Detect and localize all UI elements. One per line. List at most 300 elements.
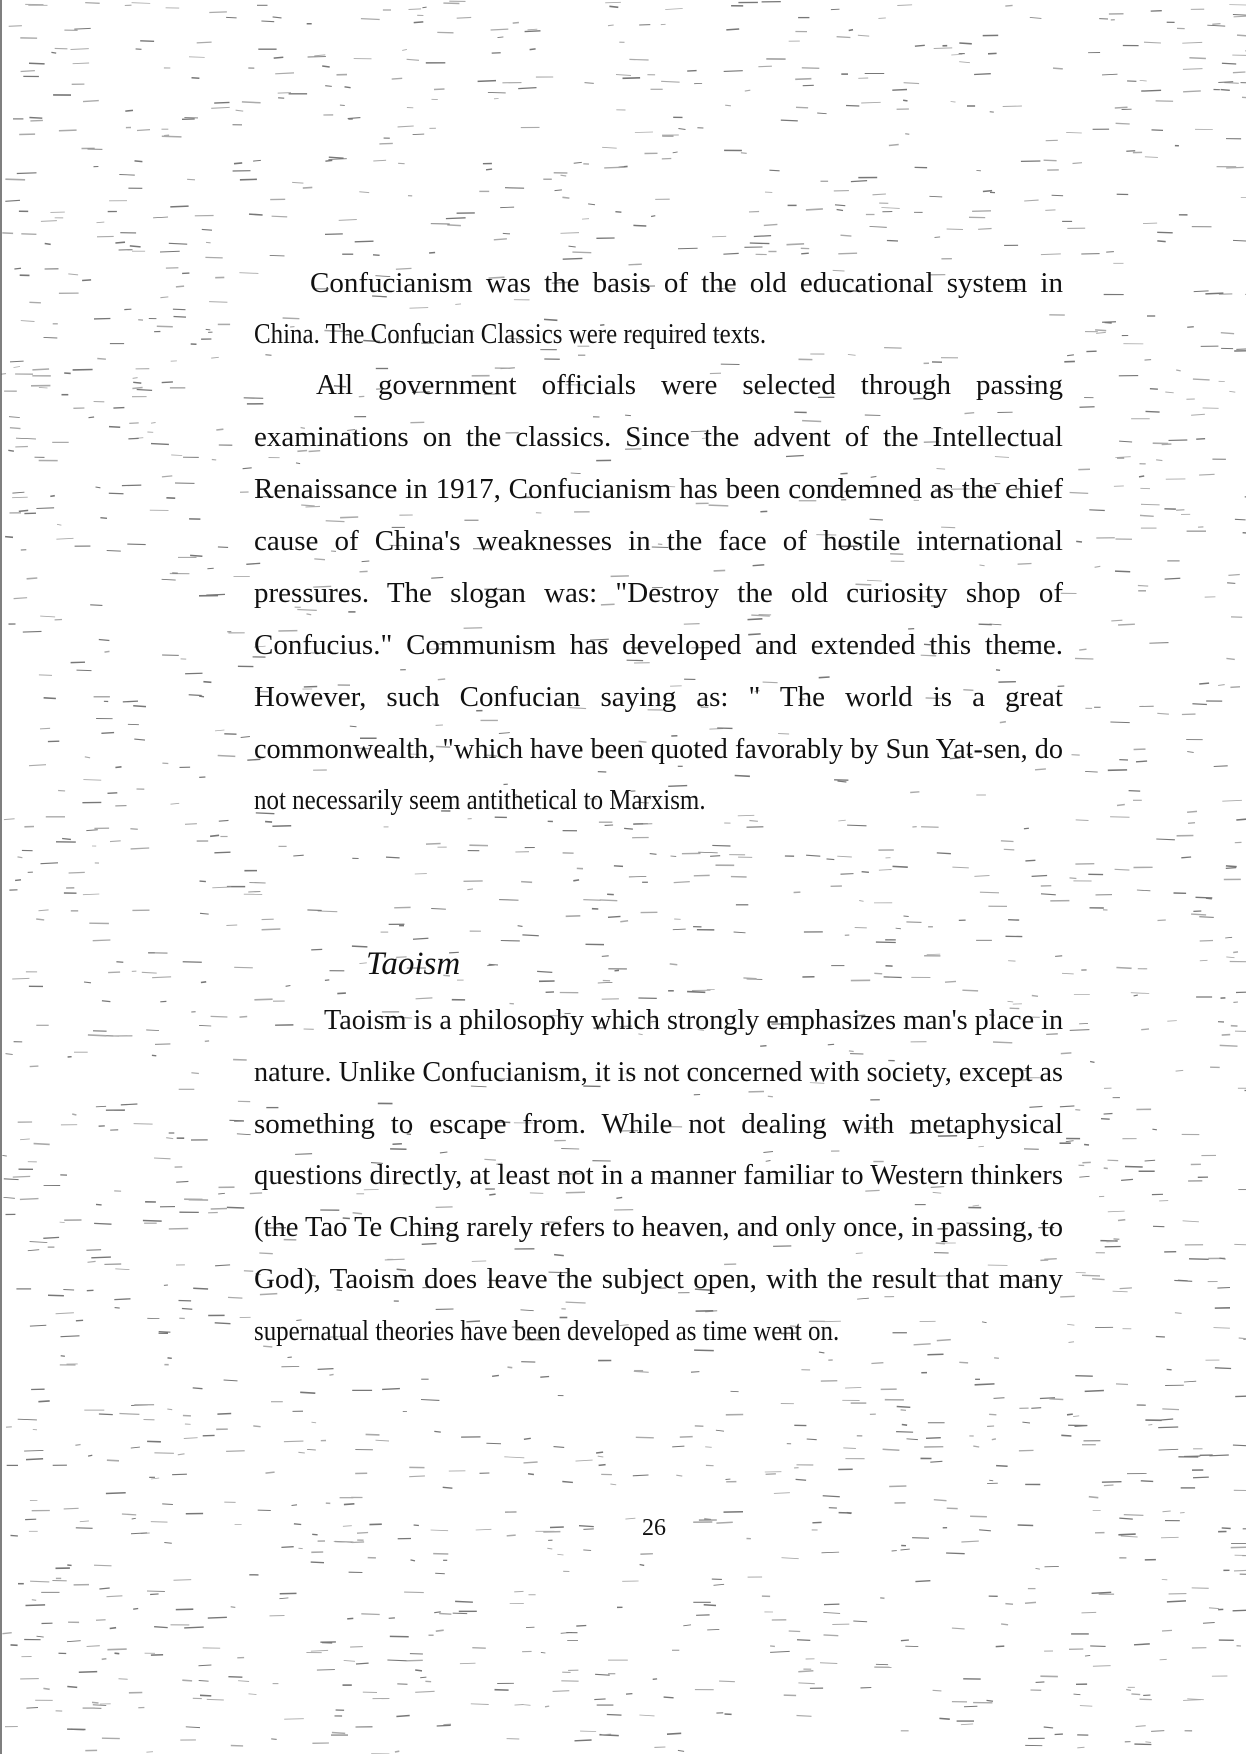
scan-noise-mark bbox=[29, 63, 45, 64]
scan-noise-mark bbox=[561, 175, 567, 176]
scan-noise-mark bbox=[207, 1699, 224, 1700]
scan-noise-mark bbox=[107, 1649, 126, 1650]
scan-noise-mark bbox=[189, 695, 202, 696]
scan-noise-mark bbox=[39, 387, 48, 388]
scan-noise-mark bbox=[1143, 223, 1157, 224]
scan-noise-mark bbox=[386, 857, 400, 858]
scan-noise-mark bbox=[828, 1044, 834, 1045]
scan-noise-mark bbox=[249, 1694, 257, 1695]
scan-noise-mark bbox=[1159, 1449, 1179, 1450]
scan-noise-mark bbox=[312, 1422, 317, 1423]
scan-noise-mark bbox=[132, 3, 151, 4]
scan-noise-mark bbox=[30, 1581, 49, 1582]
scan-noise-mark bbox=[1089, 510, 1105, 511]
scan-noise-mark bbox=[115, 242, 125, 243]
scan-noise-mark bbox=[205, 1041, 209, 1042]
scan-noise-mark bbox=[640, 1565, 645, 1566]
scan-noise-mark bbox=[521, 882, 532, 883]
scan-noise-mark bbox=[1114, 1239, 1120, 1240]
scan-noise-mark bbox=[143, 1221, 162, 1222]
scan-noise-mark bbox=[1032, 996, 1038, 997]
scan-noise-mark bbox=[160, 297, 168, 298]
scan-noise-mark bbox=[1119, 441, 1132, 442]
scan-noise-mark bbox=[249, 214, 263, 215]
scan-noise-mark bbox=[1141, 90, 1161, 91]
scan-noise-mark bbox=[952, 1628, 965, 1629]
scan-noise-mark bbox=[133, 378, 138, 379]
scan-noise-mark bbox=[21, 234, 36, 235]
paragraph-2-line-8: commonwealth, "which have been quoted favorably by Sun Yat-sen, do bbox=[254, 733, 1064, 765]
scan-noise-mark bbox=[734, 932, 746, 933]
section-line-4: questions directly, at least not in a manner familiar to Western thinkers bbox=[254, 1159, 1063, 1191]
scan-noise-mark bbox=[214, 102, 229, 103]
scan-noise-mark bbox=[1182, 42, 1202, 43]
scan-noise-mark bbox=[764, 224, 778, 225]
scan-noise-mark bbox=[879, 870, 892, 871]
paragraph-2-line-4: cause of China's weaknesses in the face of hostile international bbox=[254, 525, 1063, 557]
scan-noise-mark bbox=[1214, 1328, 1230, 1329]
scan-noise-mark bbox=[1120, 1288, 1132, 1289]
scan-noise-mark bbox=[88, 1455, 92, 1456]
scan-noise-mark bbox=[373, 255, 380, 256]
scan-noise-mark bbox=[1146, 411, 1160, 412]
scan-noise-mark bbox=[1191, 414, 1205, 415]
scan-noise-mark bbox=[172, 1474, 187, 1475]
scan-noise-mark bbox=[1199, 474, 1215, 475]
scan-noise-mark bbox=[85, 757, 90, 758]
scan-noise-mark bbox=[566, 916, 581, 917]
scan-noise-mark bbox=[413, 134, 425, 135]
scan-noise-mark bbox=[436, 1207, 453, 1208]
scan-noise-mark bbox=[1226, 658, 1234, 659]
scan-noise-mark bbox=[314, 55, 325, 56]
scan-noise-mark bbox=[109, 493, 124, 494]
scan-noise-mark bbox=[347, 1618, 353, 1619]
scan-noise-mark bbox=[359, 192, 369, 193]
scan-noise-mark bbox=[190, 555, 202, 556]
scan-noise-mark bbox=[996, 1466, 1008, 1467]
scan-noise-mark bbox=[421, 1400, 439, 1401]
scan-noise-mark bbox=[41, 221, 57, 222]
scan-noise-mark bbox=[317, 1670, 335, 1671]
paragraph-2-line-6: Confucius." Communism has developed and extended this theme. bbox=[254, 629, 1063, 661]
scan-noise-mark bbox=[135, 161, 143, 162]
scan-noise-mark bbox=[862, 872, 869, 873]
scan-noise-mark bbox=[12, 978, 29, 979]
scan-noise-mark bbox=[503, 233, 510, 234]
section-heading: Taoism bbox=[366, 946, 461, 982]
scan-noise-mark bbox=[1224, 83, 1239, 84]
scan-noise-mark bbox=[212, 887, 231, 888]
scan-noise-mark bbox=[113, 408, 124, 409]
scan-noise-mark bbox=[901, 1549, 910, 1550]
scan-noise-mark bbox=[634, 1371, 649, 1372]
scan-noise-mark bbox=[817, 113, 826, 114]
scan-noise-mark bbox=[189, 57, 205, 58]
scan-noise-mark bbox=[434, 1431, 441, 1432]
scan-noise-mark bbox=[680, 1437, 693, 1438]
scan-noise-mark bbox=[99, 1414, 113, 1415]
scan-noise-mark bbox=[437, 1725, 451, 1726]
scan-noise-mark bbox=[904, 83, 920, 84]
scan-noise-mark bbox=[200, 1695, 211, 1696]
scan-noise-mark bbox=[1005, 1604, 1013, 1605]
scan-noise-mark bbox=[661, 81, 680, 82]
scan-noise-mark bbox=[19, 510, 28, 511]
scan-noise-mark bbox=[823, 1613, 840, 1614]
scan-noise-mark bbox=[121, 1104, 138, 1105]
scan-noise-mark bbox=[246, 563, 260, 564]
scan-noise-mark bbox=[361, 1614, 379, 1615]
scan-noise-mark bbox=[782, 1558, 799, 1559]
scan-noise-mark bbox=[635, 132, 653, 133]
scan-noise-mark bbox=[1144, 42, 1161, 43]
scan-noise-mark bbox=[406, 1660, 422, 1661]
scan-noise-mark bbox=[1158, 1427, 1178, 1428]
section-line-1: Taoism is a philosophy which strongly emphasizes man's place in bbox=[324, 1004, 1064, 1036]
scan-noise-mark bbox=[4, 819, 15, 820]
scan-noise-mark bbox=[947, 229, 963, 230]
scan-noise-mark bbox=[2, 1155, 6, 1156]
scan-noise-mark bbox=[1137, 890, 1151, 891]
scan-noise-mark bbox=[1096, 332, 1106, 333]
scan-noise-mark bbox=[1032, 876, 1048, 877]
scan-noise-mark bbox=[152, 977, 171, 978]
scan-noise-mark bbox=[608, 916, 621, 917]
scan-noise-mark bbox=[273, 17, 282, 18]
scan-noise-mark bbox=[1236, 992, 1246, 993]
scan-noise-mark bbox=[896, 1432, 913, 1433]
scan-noise-mark bbox=[209, 12, 227, 13]
scan-noise-mark bbox=[786, 456, 804, 457]
scan-noise-mark bbox=[1044, 1259, 1057, 1260]
scan-noise-mark bbox=[633, 1475, 649, 1476]
scan-noise-mark bbox=[30, 1066, 39, 1067]
scan-noise-mark bbox=[1225, 937, 1232, 938]
scan-noise-mark bbox=[964, 1706, 977, 1707]
scan-noise-mark bbox=[994, 1358, 999, 1359]
scan-noise-mark bbox=[240, 1017, 248, 1018]
scan-noise-mark bbox=[880, 1598, 884, 1599]
scan-noise-mark bbox=[14, 367, 21, 368]
scan-noise-mark bbox=[472, 1648, 486, 1649]
scan-noise-mark bbox=[609, 6, 618, 7]
scan-noise-mark bbox=[30, 1242, 48, 1243]
scan-noise-mark bbox=[1018, 1525, 1034, 1526]
scan-noise-mark bbox=[1167, 1601, 1186, 1602]
scan-noise-mark bbox=[307, 910, 321, 911]
scan-noise-mark bbox=[1218, 685, 1225, 686]
scan-noise-mark bbox=[754, 236, 771, 237]
scan-noise-mark bbox=[980, 892, 999, 893]
scan-noise-mark bbox=[1077, 1747, 1084, 1748]
scan-noise-mark bbox=[467, 889, 473, 890]
scan-noise-mark bbox=[366, 1434, 380, 1435]
scan-noise-mark bbox=[217, 1414, 231, 1415]
scan-noise-mark bbox=[1053, 68, 1063, 69]
scan-noise-mark bbox=[96, 1106, 106, 1107]
scan-noise-mark bbox=[83, 101, 99, 102]
scan-noise-mark bbox=[1, 374, 6, 375]
scan-noise-mark bbox=[1080, 1706, 1092, 1707]
scan-noise-mark bbox=[1189, 1259, 1209, 1260]
scan-noise-mark bbox=[847, 825, 866, 826]
scan-noise-mark bbox=[1162, 1630, 1172, 1631]
scan-noise-mark bbox=[439, 1614, 451, 1615]
scan-noise-mark bbox=[572, 252, 591, 253]
scan-noise-mark bbox=[478, 81, 496, 82]
scan-noise-mark bbox=[205, 257, 222, 258]
scan-noise-mark bbox=[414, 1525, 419, 1526]
scan-noise-mark bbox=[63, 1290, 74, 1291]
scan-noise-mark bbox=[1045, 210, 1055, 211]
scan-noise-mark bbox=[292, 1505, 298, 1506]
scan-noise-mark bbox=[1233, 72, 1246, 73]
scan-noise-mark bbox=[1222, 800, 1242, 801]
scan-noise-mark bbox=[86, 830, 98, 831]
section-line-2: nature. Unlike Confucianism, it is not concerned with society, except as bbox=[254, 1056, 1064, 1088]
scan-noise-mark bbox=[624, 828, 633, 829]
scan-noise-mark bbox=[446, 218, 466, 219]
scan-noise-mark bbox=[409, 9, 422, 10]
scan-noise-mark bbox=[579, 1526, 594, 1527]
scan-noise-mark bbox=[858, 35, 869, 36]
scan-noise-mark bbox=[244, 398, 264, 399]
scan-noise-mark bbox=[897, 5, 912, 6]
scan-noise-mark bbox=[704, 1605, 716, 1606]
section-line-7: supernatual theories have been developed as time went on. bbox=[254, 1315, 840, 1347]
scan-noise-mark bbox=[162, 579, 176, 580]
scan-noise-mark bbox=[1226, 866, 1237, 867]
scan-noise-mark bbox=[84, 982, 91, 983]
scan-noise-mark bbox=[704, 1519, 711, 1520]
scan-noise-mark bbox=[741, 153, 747, 154]
scan-noise-mark bbox=[5, 179, 25, 180]
scan-noise-mark bbox=[770, 1651, 790, 1652]
scan-noise-mark bbox=[1138, 586, 1148, 587]
scan-noise-mark bbox=[1234, 16, 1246, 17]
scan-noise-mark bbox=[841, 235, 852, 236]
scan-noise-mark bbox=[537, 971, 552, 972]
scan-noise-mark bbox=[1156, 460, 1162, 461]
scan-noise-mark bbox=[162, 1504, 173, 1505]
scan-noise-mark bbox=[18, 1419, 37, 1420]
scan-noise-mark bbox=[1079, 649, 1086, 650]
scan-noise-mark bbox=[820, 1663, 837, 1664]
scan-noise-mark bbox=[356, 1663, 369, 1664]
scan-noise-mark bbox=[959, 62, 970, 63]
scan-noise-mark bbox=[993, 1042, 1012, 1043]
scan-noise-mark bbox=[787, 244, 805, 245]
scan-noise-mark bbox=[1183, 91, 1201, 92]
paragraph-1-line-1: Confucianism was the basis of the old educational system in bbox=[310, 267, 1063, 299]
scan-noise-mark bbox=[1165, 578, 1181, 579]
scan-noise-mark bbox=[620, 921, 628, 922]
scan-noise-mark bbox=[1161, 1537, 1179, 1538]
scan-noise-mark bbox=[513, 23, 519, 24]
scan-noise-mark bbox=[841, 874, 854, 875]
scan-noise-mark bbox=[979, 1530, 991, 1531]
scan-noise-mark bbox=[215, 730, 224, 731]
scan-noise-mark bbox=[1025, 1602, 1036, 1603]
scan-noise-mark bbox=[1076, 820, 1089, 821]
scan-noise-mark bbox=[1157, 241, 1165, 242]
scan-noise-mark bbox=[447, 225, 461, 226]
scan-noise-mark bbox=[856, 1253, 863, 1254]
scan-noise-mark bbox=[171, 455, 182, 456]
paragraph-2-line-9: not necessarily seem antithetical to Marxism. bbox=[254, 784, 706, 816]
scan-noise-mark bbox=[1049, 1399, 1063, 1400]
scan-noise-mark bbox=[20, 1199, 39, 1200]
scan-noise-mark bbox=[1022, 1422, 1030, 1423]
scan-noise-mark bbox=[962, 990, 978, 991]
scan-noise-mark bbox=[4, 1197, 15, 1198]
scan-noise-mark bbox=[1161, 1419, 1173, 1420]
scan-noise-mark bbox=[200, 913, 209, 914]
scan-noise-mark bbox=[21, 71, 35, 72]
scan-noise-mark bbox=[18, 857, 23, 858]
scan-noise-mark bbox=[107, 1596, 123, 1597]
scan-noise-mark bbox=[673, 152, 678, 153]
scan-noise-mark bbox=[1236, 819, 1246, 820]
scan-noise-mark bbox=[602, 956, 609, 957]
scan-noise-mark bbox=[129, 423, 138, 424]
scan-noise-mark bbox=[1233, 1610, 1246, 1611]
scan-noise-mark bbox=[238, 1681, 249, 1682]
scan-noise-mark bbox=[210, 835, 219, 836]
scan-noise-mark bbox=[50, 496, 55, 497]
scan-noise-mark bbox=[426, 844, 441, 845]
scan-noise-mark bbox=[1158, 920, 1166, 921]
scan-noise-mark bbox=[218, 756, 236, 757]
scan-noise-mark bbox=[88, 1035, 107, 1036]
scan-noise-mark bbox=[325, 86, 332, 87]
scan-noise-mark bbox=[1069, 1342, 1075, 1343]
scan-noise-mark bbox=[766, 1474, 776, 1475]
scan-noise-mark bbox=[266, 1472, 275, 1473]
scan-noise-mark bbox=[599, 1465, 606, 1466]
scan-noise-mark bbox=[508, 1367, 513, 1368]
scan-noise-mark bbox=[1221, 90, 1230, 91]
scan-noise-mark bbox=[1074, 1694, 1081, 1695]
scan-noise-mark bbox=[154, 1627, 168, 1628]
scan-noise-mark bbox=[846, 106, 859, 107]
scan-noise-mark bbox=[226, 1451, 245, 1452]
scan-noise-mark bbox=[797, 1640, 810, 1641]
scan-noise-mark bbox=[86, 1250, 101, 1251]
scan-noise-mark bbox=[1055, 956, 1062, 957]
scan-noise-mark bbox=[1187, 1699, 1204, 1700]
scan-noise-mark bbox=[1214, 766, 1228, 767]
scan-noise-mark bbox=[1242, 97, 1246, 98]
scan-noise-mark bbox=[325, 980, 329, 981]
scan-noise-mark bbox=[585, 83, 594, 84]
scan-noise-mark bbox=[229, 1120, 243, 1121]
scan-noise-mark bbox=[1230, 687, 1240, 688]
scan-noise-mark bbox=[1001, 1624, 1008, 1625]
scan-noise-mark bbox=[116, 962, 123, 963]
scan-noise-mark bbox=[23, 631, 42, 632]
scan-noise-mark bbox=[1104, 1114, 1113, 1115]
scan-noise-mark bbox=[460, 1663, 476, 1664]
scan-noise-mark bbox=[131, 1447, 140, 1448]
scan-noise-mark bbox=[43, 1688, 49, 1689]
scan-noise-mark bbox=[665, 9, 683, 10]
scan-noise-mark bbox=[973, 1205, 980, 1206]
scan-noise-mark bbox=[97, 222, 105, 223]
scan-noise-mark bbox=[344, 1504, 355, 1505]
scan-noise-mark bbox=[108, 972, 120, 973]
scan-noise-mark bbox=[500, 207, 514, 208]
scan-noise-mark bbox=[608, 25, 614, 26]
scan-noise-mark bbox=[361, 19, 380, 20]
scan-noise-mark bbox=[12, 497, 28, 498]
scan-noise-mark bbox=[1111, 620, 1122, 621]
scan-noise-mark bbox=[907, 1439, 918, 1440]
scan-noise-mark bbox=[874, 973, 882, 974]
scan-noise-mark bbox=[393, 1144, 402, 1145]
scan-noise-mark bbox=[983, 191, 992, 192]
scan-noise-mark bbox=[992, 1439, 996, 1440]
scan-noise-mark bbox=[505, 188, 524, 189]
scan-noise-mark bbox=[96, 1620, 106, 1621]
scan-noise-mark bbox=[339, 220, 357, 221]
scan-noise-mark bbox=[219, 820, 229, 821]
scan-noise-mark bbox=[705, 1447, 712, 1448]
scan-noise-mark bbox=[1066, 132, 1082, 133]
scan-noise-mark bbox=[133, 1609, 138, 1610]
scan-noise-mark bbox=[598, 982, 613, 983]
scan-noise-mark bbox=[340, 517, 358, 518]
scan-noise-mark bbox=[1181, 857, 1191, 858]
scan-noise-mark bbox=[83, 780, 101, 781]
scan-noise-mark bbox=[38, 1401, 49, 1402]
scan-noise-mark bbox=[1008, 1001, 1014, 1002]
scan-noise-mark bbox=[823, 1496, 840, 1497]
scan-noise-mark bbox=[1157, 232, 1173, 233]
scan-noise-mark bbox=[211, 357, 219, 358]
scan-noise-mark bbox=[29, 765, 46, 766]
scan-noise-mark bbox=[562, 1482, 573, 1483]
scan-noise-mark bbox=[337, 993, 346, 994]
scan-noise-mark bbox=[1167, 1021, 1177, 1022]
scan-noise-mark bbox=[211, 1016, 228, 1017]
scan-noise-mark bbox=[142, 972, 157, 973]
scan-noise-mark bbox=[616, 1197, 622, 1198]
scan-noise-mark bbox=[927, 954, 941, 955]
scan-noise-mark bbox=[185, 824, 197, 825]
scan-noise-mark bbox=[1079, 1176, 1089, 1177]
scan-noise-mark bbox=[1183, 1221, 1199, 1222]
scan-noise-mark bbox=[253, 1426, 260, 1427]
scan-noise-mark bbox=[187, 179, 195, 180]
scan-noise-mark bbox=[443, 1487, 453, 1488]
scan-noise-mark bbox=[56, 538, 73, 539]
scan-noise-mark bbox=[837, 856, 852, 857]
scan-noise-mark bbox=[211, 107, 230, 108]
scan-noise-mark bbox=[712, 236, 726, 237]
scan-noise-mark bbox=[100, 518, 107, 519]
scan-noise-mark bbox=[1126, 1690, 1131, 1691]
scan-noise-mark bbox=[1236, 349, 1246, 350]
scan-noise-mark bbox=[265, 355, 271, 356]
scan-noise-mark bbox=[206, 594, 225, 595]
scan-noise-mark bbox=[436, 1630, 444, 1631]
scan-noise-mark bbox=[507, 1535, 516, 1536]
scan-noise-mark bbox=[14, 598, 28, 599]
scan-noise-mark bbox=[318, 1369, 334, 1370]
scan-noise-mark bbox=[1052, 195, 1064, 196]
